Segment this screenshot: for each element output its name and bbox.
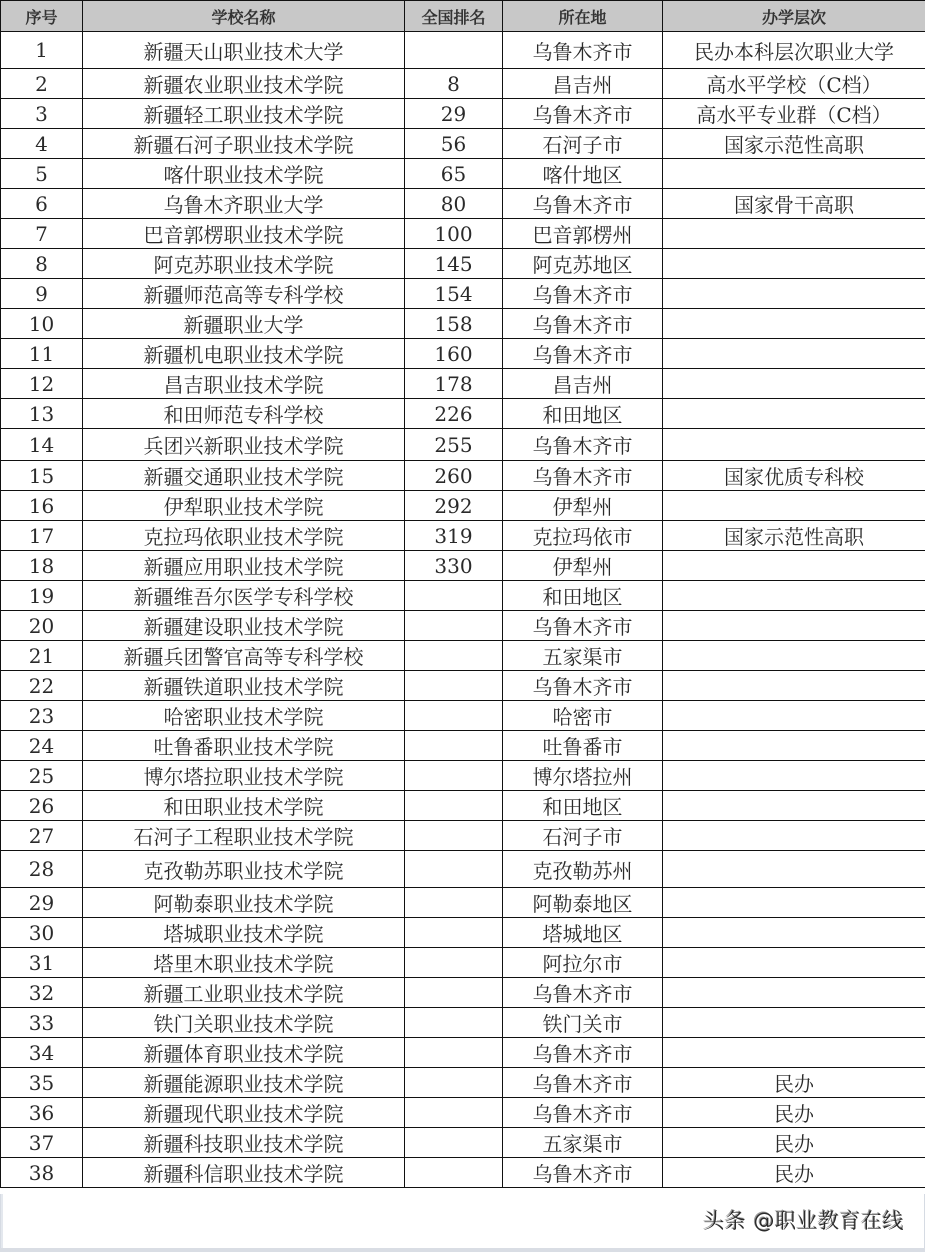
cell-serial-number: 32 <box>1 978 83 1008</box>
cell-school-name: 昌吉职业技术学院 <box>83 369 405 399</box>
header-serial-number: 序号 <box>1 1 83 32</box>
cell-school-level: 民办 <box>663 1158 925 1188</box>
cell-location: 乌鲁木齐市 <box>503 429 663 461</box>
cell-location: 和田地区 <box>503 791 663 821</box>
cell-location: 乌鲁木齐市 <box>503 189 663 219</box>
cell-national-rank <box>405 1068 503 1098</box>
table-row <box>1 129 925 159</box>
cell-location: 哈密市 <box>503 701 663 731</box>
cell-school-name: 乌鲁木齐职业大学 <box>83 189 405 219</box>
cell-serial-number: 29 <box>1 888 83 918</box>
cell-school-name: 石河子工程职业技术学院 <box>83 821 405 851</box>
cell-national-rank <box>405 948 503 978</box>
cell-national-rank <box>405 581 503 611</box>
cell-location: 石河子市 <box>503 129 663 159</box>
cell-serial-number: 18 <box>1 551 83 581</box>
cell-serial-number: 5 <box>1 159 83 189</box>
cell-school-level <box>663 918 925 948</box>
cell-school-level <box>663 821 925 851</box>
cell-national-rank: 260 <box>405 461 503 491</box>
cell-location: 乌鲁木齐市 <box>503 671 663 701</box>
cell-school-level <box>663 888 925 918</box>
cell-serial-number: 30 <box>1 918 83 948</box>
cell-school-name: 和田职业技术学院 <box>83 791 405 821</box>
cell-national-rank: 226 <box>405 399 503 429</box>
cell-location: 克孜勒苏州 <box>503 851 663 888</box>
table-row <box>1 551 925 581</box>
cell-serial-number: 9 <box>1 279 83 309</box>
cell-school-level <box>663 611 925 641</box>
cell-school-level <box>663 1008 925 1038</box>
watermark: 头条 @职业教育在线 <box>703 1209 904 1233</box>
cell-national-rank <box>405 761 503 791</box>
cell-school-name: 兵团兴新职业技术学院 <box>83 429 405 461</box>
table-row <box>1 851 925 888</box>
cell-serial-number: 37 <box>1 1128 83 1158</box>
cell-school-name: 新疆现代职业技术学院 <box>83 1098 405 1128</box>
cell-location: 和田地区 <box>503 399 663 429</box>
cell-location: 昌吉州 <box>503 369 663 399</box>
cell-school-level <box>663 279 925 309</box>
table-row <box>1 521 925 551</box>
cell-serial-number: 36 <box>1 1098 83 1128</box>
cell-serial-number: 6 <box>1 189 83 219</box>
cell-school-name: 伊犁职业技术学院 <box>83 491 405 521</box>
cell-school-name: 新疆建设职业技术学院 <box>83 611 405 641</box>
cell-national-rank: 160 <box>405 339 503 369</box>
header-row <box>1 1 925 32</box>
cell-school-name: 新疆农业职业技术学院 <box>83 69 405 99</box>
cell-school-name: 新疆工业职业技术学院 <box>83 978 405 1008</box>
cell-serial-number: 26 <box>1 791 83 821</box>
table-row <box>1 461 925 491</box>
cell-location: 乌鲁木齐市 <box>503 978 663 1008</box>
cell-school-name: 吐鲁番职业技术学院 <box>83 731 405 761</box>
table-row <box>1 821 925 851</box>
table-row <box>1 219 925 249</box>
cell-location: 石河子市 <box>503 821 663 851</box>
cell-school-name: 新疆铁道职业技术学院 <box>83 671 405 701</box>
cell-location: 克拉玛依市 <box>503 521 663 551</box>
footer-area <box>0 1194 925 1251</box>
cell-school-level: 国家示范性高职 <box>663 521 925 551</box>
cell-school-name: 新疆应用职业技术学院 <box>83 551 405 581</box>
cell-serial-number: 27 <box>1 821 83 851</box>
cell-school-level: 高水平学校（C档） <box>663 69 925 99</box>
cell-national-rank <box>405 32 503 69</box>
cell-school-name: 阿勒泰职业技术学院 <box>83 888 405 918</box>
cell-school-level <box>663 731 925 761</box>
cell-school-name: 新疆机电职业技术学院 <box>83 339 405 369</box>
cell-location: 乌鲁木齐市 <box>503 1068 663 1098</box>
cell-school-level <box>663 671 925 701</box>
cell-school-name: 巴音郭楞职业技术学院 <box>83 219 405 249</box>
cell-national-rank: 330 <box>405 551 503 581</box>
header-school-level: 办学层次 <box>663 1 925 32</box>
cell-school-level: 国家优质专科校 <box>663 461 925 491</box>
table-row <box>1 399 925 429</box>
cell-school-name: 新疆职业大学 <box>83 309 405 339</box>
table-row <box>1 159 925 189</box>
cell-school-name: 塔城职业技术学院 <box>83 918 405 948</box>
cell-school-name: 新疆科技职业技术学院 <box>83 1128 405 1158</box>
table-row <box>1 1068 925 1098</box>
cell-school-name: 克拉玛依职业技术学院 <box>83 521 405 551</box>
cell-national-rank: 100 <box>405 219 503 249</box>
table-row <box>1 491 925 521</box>
cell-national-rank: 8 <box>405 69 503 99</box>
cell-national-rank <box>405 851 503 888</box>
table-row <box>1 1008 925 1038</box>
cell-location: 阿克苏地区 <box>503 249 663 279</box>
cell-serial-number: 24 <box>1 731 83 761</box>
cell-serial-number: 2 <box>1 69 83 99</box>
cell-school-name: 铁门关职业技术学院 <box>83 1008 405 1038</box>
table-row <box>1 1038 925 1068</box>
table-row <box>1 888 925 918</box>
cell-school-name: 新疆能源职业技术学院 <box>83 1068 405 1098</box>
cell-location: 昌吉州 <box>503 69 663 99</box>
cell-school-level <box>663 948 925 978</box>
table-row <box>1 429 925 461</box>
cell-school-name: 哈密职业技术学院 <box>83 701 405 731</box>
cell-school-name: 博尔塔拉职业技术学院 <box>83 761 405 791</box>
cell-school-level <box>663 701 925 731</box>
cell-school-level: 民办 <box>663 1128 925 1158</box>
cell-school-level <box>663 339 925 369</box>
cell-school-level: 高水平专业群（C档） <box>663 99 925 129</box>
cell-location: 博尔塔拉州 <box>503 761 663 791</box>
cell-location: 阿拉尔市 <box>503 948 663 978</box>
cell-location: 五家渠市 <box>503 641 663 671</box>
cell-school-name: 喀什职业技术学院 <box>83 159 405 189</box>
cell-national-rank: 178 <box>405 369 503 399</box>
cell-national-rank <box>405 641 503 671</box>
cell-school-level <box>663 761 925 791</box>
cell-serial-number: 28 <box>1 851 83 888</box>
header-school-name: 学校名称 <box>83 1 405 32</box>
cell-serial-number: 12 <box>1 369 83 399</box>
table-row <box>1 641 925 671</box>
cell-school-level: 国家示范性高职 <box>663 129 925 159</box>
cell-location: 乌鲁木齐市 <box>503 32 663 69</box>
cell-school-level <box>663 309 925 339</box>
cell-national-rank: 65 <box>405 159 503 189</box>
cell-location: 乌鲁木齐市 <box>503 461 663 491</box>
cell-serial-number: 4 <box>1 129 83 159</box>
cell-school-level: 民办 <box>663 1098 925 1128</box>
cell-school-level <box>663 249 925 279</box>
cell-location: 乌鲁木齐市 <box>503 1158 663 1188</box>
cell-location: 喀什地区 <box>503 159 663 189</box>
cell-national-rank: 319 <box>405 521 503 551</box>
cell-school-name: 阿克苏职业技术学院 <box>83 249 405 279</box>
cell-national-rank <box>405 671 503 701</box>
table-row <box>1 69 925 99</box>
cell-national-rank <box>405 611 503 641</box>
cell-national-rank <box>405 791 503 821</box>
cell-national-rank: 154 <box>405 279 503 309</box>
table-row <box>1 369 925 399</box>
cell-location: 乌鲁木齐市 <box>503 99 663 129</box>
cell-serial-number: 17 <box>1 521 83 551</box>
cell-school-level <box>663 641 925 671</box>
cell-serial-number: 38 <box>1 1158 83 1188</box>
cell-school-name: 新疆石河子职业技术学院 <box>83 129 405 159</box>
cell-school-name: 新疆交通职业技术学院 <box>83 461 405 491</box>
cell-serial-number: 23 <box>1 701 83 731</box>
cell-school-level <box>663 399 925 429</box>
cell-school-level <box>663 369 925 399</box>
table-row <box>1 32 925 69</box>
table-row <box>1 761 925 791</box>
table-row <box>1 1128 925 1158</box>
cell-serial-number: 1 <box>1 32 83 69</box>
cell-national-rank: 255 <box>405 429 503 461</box>
cell-serial-number: 16 <box>1 491 83 521</box>
cell-national-rank <box>405 918 503 948</box>
table-row <box>1 99 925 129</box>
cell-school-name: 和田师范专科学校 <box>83 399 405 429</box>
cell-serial-number: 19 <box>1 581 83 611</box>
cell-school-name: 新疆轻工职业技术学院 <box>83 99 405 129</box>
cell-school-level <box>663 791 925 821</box>
table-row <box>1 948 925 978</box>
cell-school-level: 国家骨干高职 <box>663 189 925 219</box>
cell-location: 巴音郭楞州 <box>503 219 663 249</box>
table-row <box>1 309 925 339</box>
cell-school-name: 新疆科信职业技术学院 <box>83 1158 405 1188</box>
cell-national-rank: 56 <box>405 129 503 159</box>
cell-serial-number: 22 <box>1 671 83 701</box>
table-row <box>1 671 925 701</box>
cell-national-rank: 292 <box>405 491 503 521</box>
cell-school-level <box>663 551 925 581</box>
cell-location: 乌鲁木齐市 <box>503 1098 663 1128</box>
cell-national-rank <box>405 978 503 1008</box>
table-row <box>1 918 925 948</box>
cell-national-rank <box>405 1128 503 1158</box>
table-row <box>1 731 925 761</box>
cell-serial-number: 33 <box>1 1008 83 1038</box>
cell-school-level <box>663 491 925 521</box>
cell-location: 吐鲁番市 <box>503 731 663 761</box>
cell-national-rank: 29 <box>405 99 503 129</box>
cell-serial-number: 11 <box>1 339 83 369</box>
cell-serial-number: 21 <box>1 641 83 671</box>
cell-school-name: 塔里木职业技术学院 <box>83 948 405 978</box>
cell-location: 乌鲁木齐市 <box>503 309 663 339</box>
table-row <box>1 701 925 731</box>
cell-school-level: 民办本科层次职业大学 <box>663 32 925 69</box>
table-row <box>1 249 925 279</box>
cell-school-level <box>663 429 925 461</box>
cell-location: 伊犁州 <box>503 551 663 581</box>
cell-serial-number: 7 <box>1 219 83 249</box>
cell-school-level <box>663 978 925 1008</box>
table-row <box>1 978 925 1008</box>
cell-school-level: 民办 <box>663 1068 925 1098</box>
cell-location: 乌鲁木齐市 <box>503 279 663 309</box>
cell-school-name: 新疆师范高等专科学校 <box>83 279 405 309</box>
cell-location: 乌鲁木齐市 <box>503 611 663 641</box>
cell-location: 乌鲁木齐市 <box>503 1038 663 1068</box>
cell-school-name: 新疆维吾尔医学专科学校 <box>83 581 405 611</box>
cell-serial-number: 13 <box>1 399 83 429</box>
cell-serial-number: 14 <box>1 429 83 461</box>
table-row <box>1 1098 925 1128</box>
cell-school-name: 新疆兵团警官高等专科学校 <box>83 641 405 671</box>
cell-location: 伊犁州 <box>503 491 663 521</box>
cell-location: 铁门关市 <box>503 1008 663 1038</box>
cell-location: 五家渠市 <box>503 1128 663 1158</box>
cell-location: 和田地区 <box>503 581 663 611</box>
cell-serial-number: 34 <box>1 1038 83 1068</box>
bottom-border <box>0 1248 925 1252</box>
cell-school-name: 克孜勒苏职业技术学院 <box>83 851 405 888</box>
cell-national-rank <box>405 1098 503 1128</box>
cell-serial-number: 35 <box>1 1068 83 1098</box>
cell-location: 乌鲁木齐市 <box>503 339 663 369</box>
cell-national-rank <box>405 1008 503 1038</box>
cell-serial-number: 15 <box>1 461 83 491</box>
cell-serial-number: 20 <box>1 611 83 641</box>
cell-national-rank: 80 <box>405 189 503 219</box>
cell-location: 阿勒泰地区 <box>503 888 663 918</box>
cell-national-rank <box>405 821 503 851</box>
table-row <box>1 279 925 309</box>
cell-national-rank <box>405 888 503 918</box>
cell-serial-number: 25 <box>1 761 83 791</box>
cell-national-rank <box>405 1158 503 1188</box>
cell-national-rank <box>405 701 503 731</box>
cell-national-rank: 145 <box>405 249 503 279</box>
header-national-rank: 全国排名 <box>405 1 503 32</box>
cell-school-name: 新疆天山职业技术大学 <box>83 32 405 69</box>
cell-school-level <box>663 581 925 611</box>
cell-serial-number: 8 <box>1 249 83 279</box>
table-row <box>1 581 925 611</box>
cell-serial-number: 31 <box>1 948 83 978</box>
cell-national-rank <box>405 1038 503 1068</box>
header-location: 所在地 <box>503 1 663 32</box>
table-row <box>1 791 925 821</box>
table-row <box>1 611 925 641</box>
cell-location: 塔城地区 <box>503 918 663 948</box>
cell-national-rank: 158 <box>405 309 503 339</box>
cell-school-name: 新疆体育职业技术学院 <box>83 1038 405 1068</box>
table-row <box>1 189 925 219</box>
cell-school-level <box>663 219 925 249</box>
table-row <box>1 1158 925 1188</box>
table-row <box>1 339 925 369</box>
cell-school-level <box>663 1038 925 1068</box>
cell-serial-number: 3 <box>1 99 83 129</box>
cell-school-level <box>663 159 925 189</box>
cell-school-level <box>663 851 925 888</box>
cell-serial-number: 10 <box>1 309 83 339</box>
cell-national-rank <box>405 731 503 761</box>
